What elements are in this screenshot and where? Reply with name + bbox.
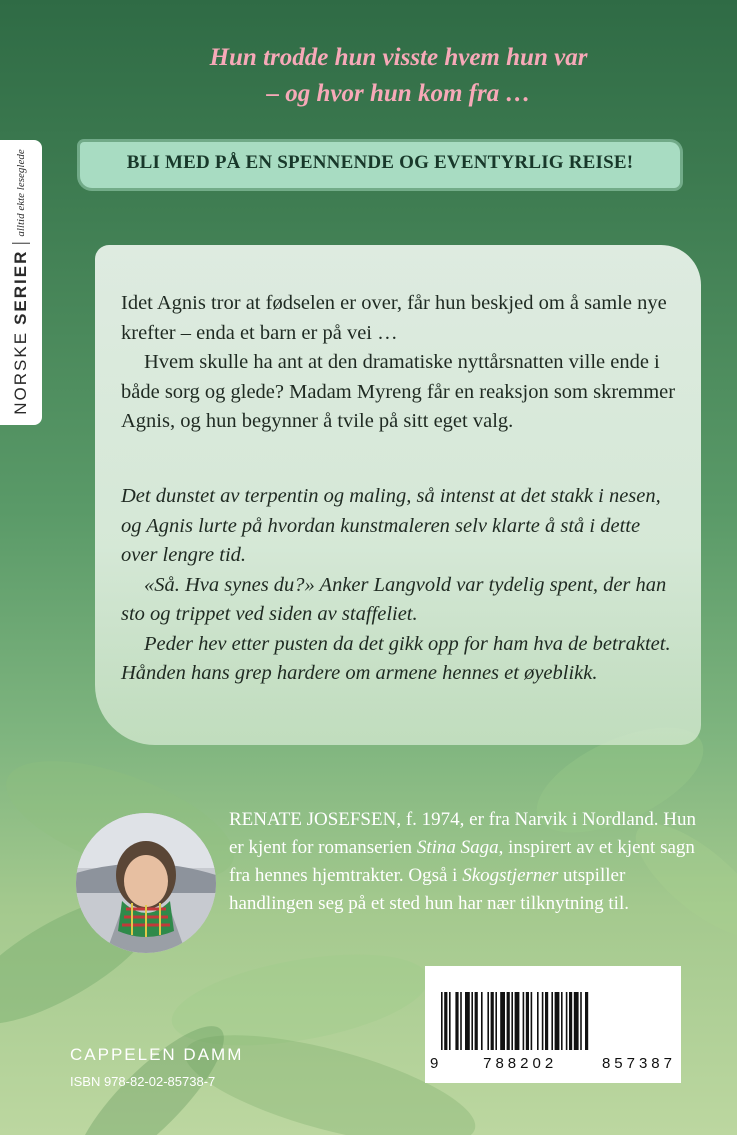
barcode-bar [542,992,544,1050]
excerpt [121,482,681,689]
brand-name-light: NORSKE [11,330,30,415]
bio-book-title: Skogstjerner [462,865,559,886]
barcode-bar [566,992,568,1050]
author-photo [76,813,216,953]
barcode-bar [495,992,497,1050]
barcode-bar [471,992,473,1050]
barcode-bar [580,992,582,1050]
bio-part-2: , inspirert av et kjent sagn fra hennes hjemtrakter. Også i [229,837,695,886]
barcode-bar [481,992,483,1050]
barcode-bar [537,992,539,1050]
author-bio-text [229,806,709,918]
isbn: ISBN 978-82-02-85738-7 [70,1074,216,1089]
barcode-bar [465,992,470,1050]
author-portrait-icon [76,813,216,953]
barcode-bar [455,992,458,1050]
bio-series-title: Stina Saga [416,837,499,858]
blurb-paragraph: Hvem skulle ha ant at den dramatiske nyttårsnatten ville ende i både sorg og glede? Madam Myreng får en reaksjon som skremmer Agnis, og hun begynner å tvile på sitt eget valg. [121,351,676,432]
barcode-bar [555,992,560,1050]
barcode-bar [515,992,520,1050]
barcode-bar [523,992,525,1050]
brand-divider [12,243,30,244]
excerpt-paragraph: «Så. Hva synes du?» Anker Langvold var tydelig spent, der han sto og trippet ved siden av staffeliet. [121,573,667,625]
blurb [121,289,681,437]
bio-part-3: utspiller handlingen seg på et sted hun har nær tilknytning til. [229,865,629,914]
barcode-bar [574,992,579,1050]
blurb-paragraph: Idet Agnis tror at fødselen er over, får hun beskjed om å samle nye krefter – enda et barn er på vei … [121,292,667,344]
brand-name-bold: SERIER [11,249,30,325]
barcode-bar [460,992,462,1050]
barcode-bar [569,992,572,1050]
publisher-logo: CAPPELEN DAMM [70,1045,244,1064]
barcode-bar [475,992,478,1050]
barcode-bar [491,992,494,1050]
barcode-bar [585,992,588,1050]
barcode-bar [561,992,563,1050]
barcode-bar [526,992,529,1050]
excerpt-paragraph: Det dunstet av terpentin og maling, så intenst at det stakk i nesen, og Agnis lurte på hvordan kunstmaleren selv klarte å stå i dette over lengre tid. [121,485,661,566]
barcode-bar [551,992,553,1050]
tagline [60,40,737,112]
barcode-bar [500,992,505,1050]
barcode-bars [425,966,681,1054]
bio-part-1: RENATE JOSEFSEN, f. 1974, er fra Narvik i Nordland. Hun er kjent for romanserien [229,809,697,858]
barcode-digit-group: 9 [430,1055,439,1072]
tagline-line-2: – og hvor hun kom fra … [266,80,531,107]
barcode-bar [507,992,510,1050]
barcode-bar [545,992,548,1050]
barcode-bar [449,992,451,1050]
tagline-line-1: Hun trodde hun visste hvem hun var [209,44,588,71]
barcode-bar [444,992,447,1050]
barcode-digit-group: 857387 [601,1055,676,1072]
barcode-bar [531,992,533,1050]
author-bio [229,806,709,918]
barcode-digit-group: 788202 [483,1055,558,1072]
banner-text: BLI MED PÅ EN SPENNENDE OG EVENTYRLIG REISE! [126,152,634,173]
excerpt-paragraph: Peder hev etter pusten da det gikk opp for ham hva de betraktet. Hånden hans grep hardere om armene hennes et øyeblikk. [121,632,671,684]
barcode-number [430,1055,676,1072]
barcode-bar [487,992,489,1050]
series-brand [11,149,31,414]
barcode-bar [511,992,513,1050]
barcode-bar [441,992,443,1050]
brand-slogan: alltid ekte leseglede [15,149,27,237]
